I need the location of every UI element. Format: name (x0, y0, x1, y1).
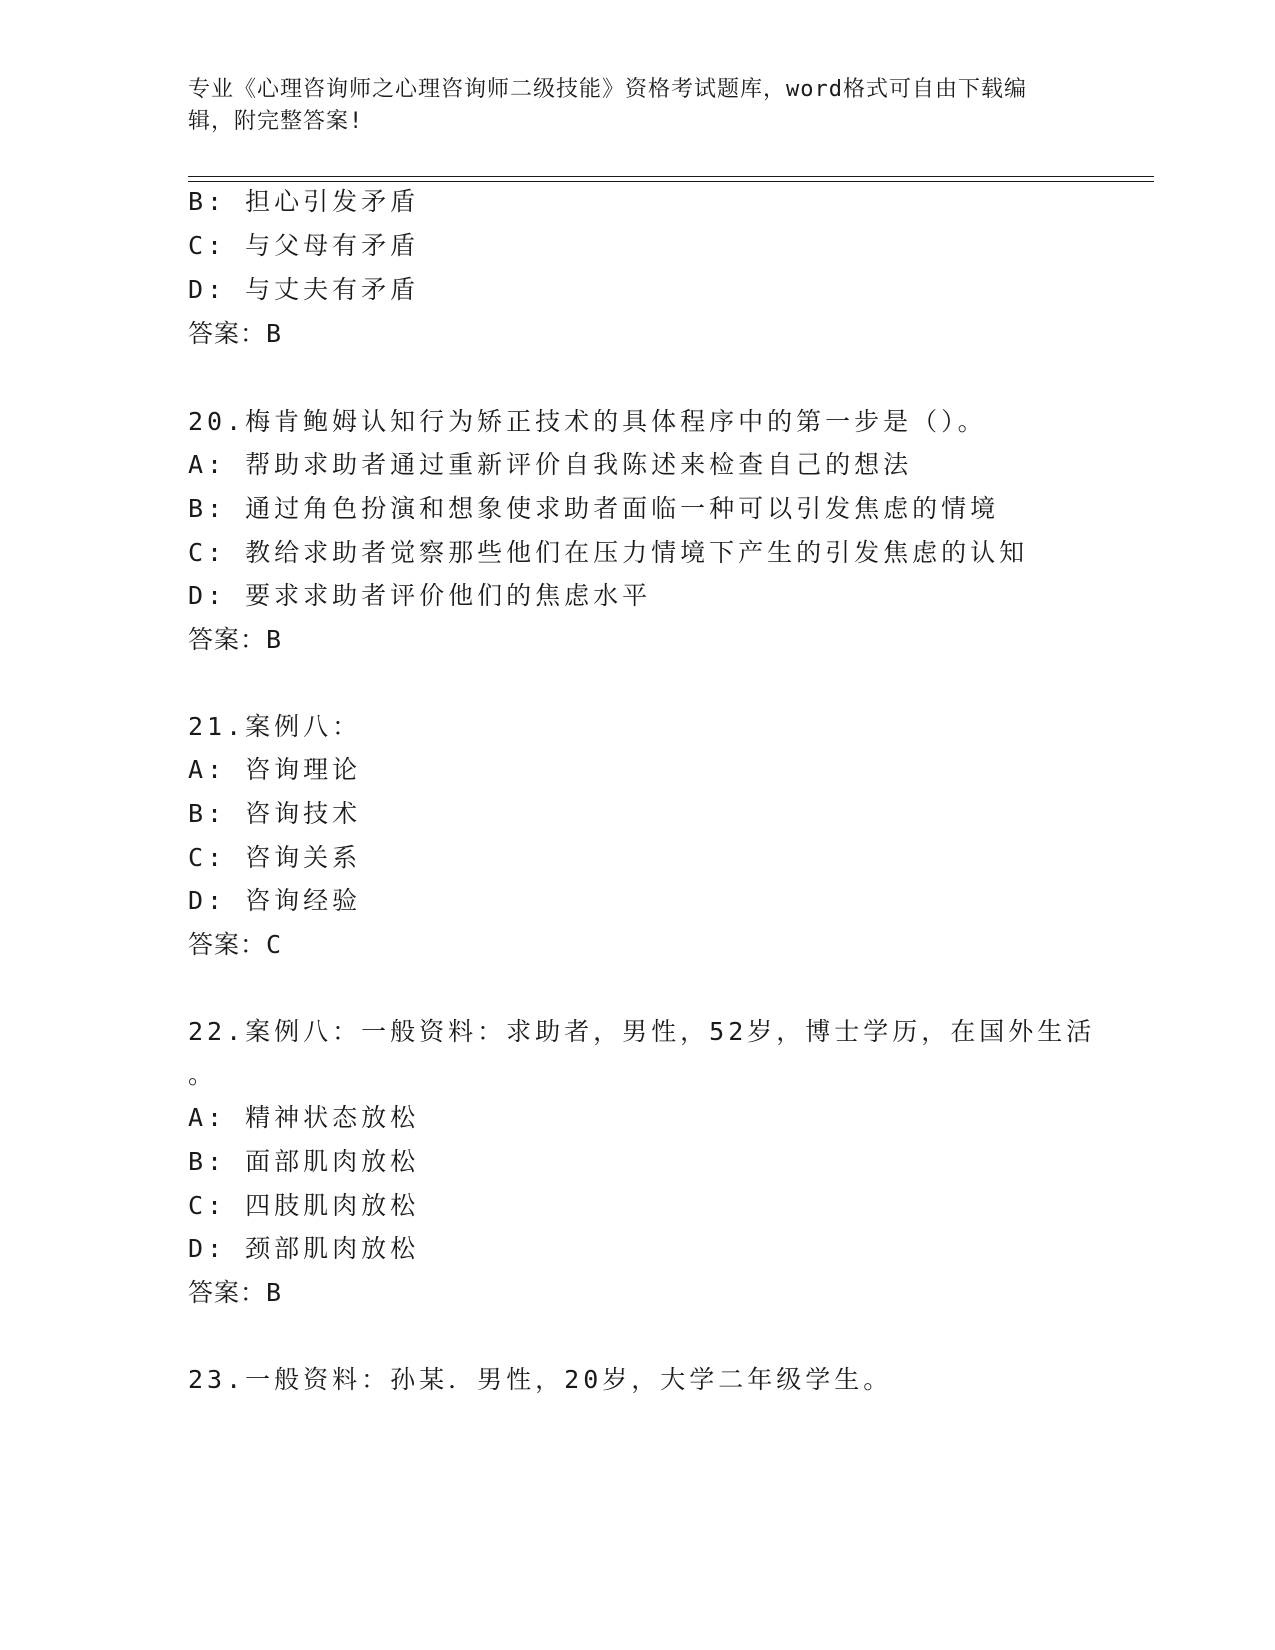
option-line: C: 与父母有矛盾 (188, 231, 420, 260)
document-header: 专业《心理咨询师之心理咨询师二级技能》资格考试题库，word格式可自由下载编辑，附完整答案! (188, 77, 1027, 134)
option-line: D: 要求求助者评价他们的焦虑水平 (188, 581, 652, 610)
option-line: C: 教给求助者觉察那些他们在压力情境下产生的引发焦虑的认知 (188, 538, 1029, 567)
option-line: D: 咨询经验 (188, 886, 362, 915)
header-rule-bottom (188, 181, 1154, 182)
answer-line: 答案：B (188, 319, 283, 348)
option-line: B: 咨询技术 (188, 799, 362, 828)
answer-line: 答案：B (188, 625, 283, 654)
option-line: D: 与丈夫有矛盾 (188, 275, 420, 304)
option-line: A: 咨询理论 (188, 755, 362, 784)
option-line: A: 帮助求助者通过重新评价自我陈述来检查自己的想法 (188, 450, 913, 479)
option-line: A: 精神状态放松 (188, 1103, 420, 1132)
option-line: B: 面部肌肉放松 (188, 1147, 420, 1176)
question-stem: 23.一般资料：孙某．男性，20岁，大学二年级学生。 (188, 1365, 893, 1394)
question-stem: 21.案例八： (188, 712, 362, 741)
answer-line: 答案：B (188, 1278, 283, 1307)
option-line: B: 通过角色扮演和想象使求助者面临一种可以引发焦虑的情境 (188, 494, 1000, 523)
option-line: D: 颈部肌肉放松 (188, 1234, 420, 1263)
question-stem: 22.案例八：一般资料：求助者，男性，52岁，博士学历，在国外生活 (188, 1017, 1096, 1046)
question-stem-continued: 。 (188, 1060, 218, 1089)
option-line: C: 咨询关系 (188, 843, 362, 872)
header-rule-top (188, 176, 1154, 177)
option-line: B: 担心引发矛盾 (188, 187, 420, 216)
option-line: C: 四肢肌肉放松 (188, 1191, 420, 1220)
question-stem: 20.梅肯鲍姆认知行为矫正技术的具体程序中的第一步是（）。 (188, 407, 987, 436)
answer-line: 答案：C (188, 930, 283, 959)
